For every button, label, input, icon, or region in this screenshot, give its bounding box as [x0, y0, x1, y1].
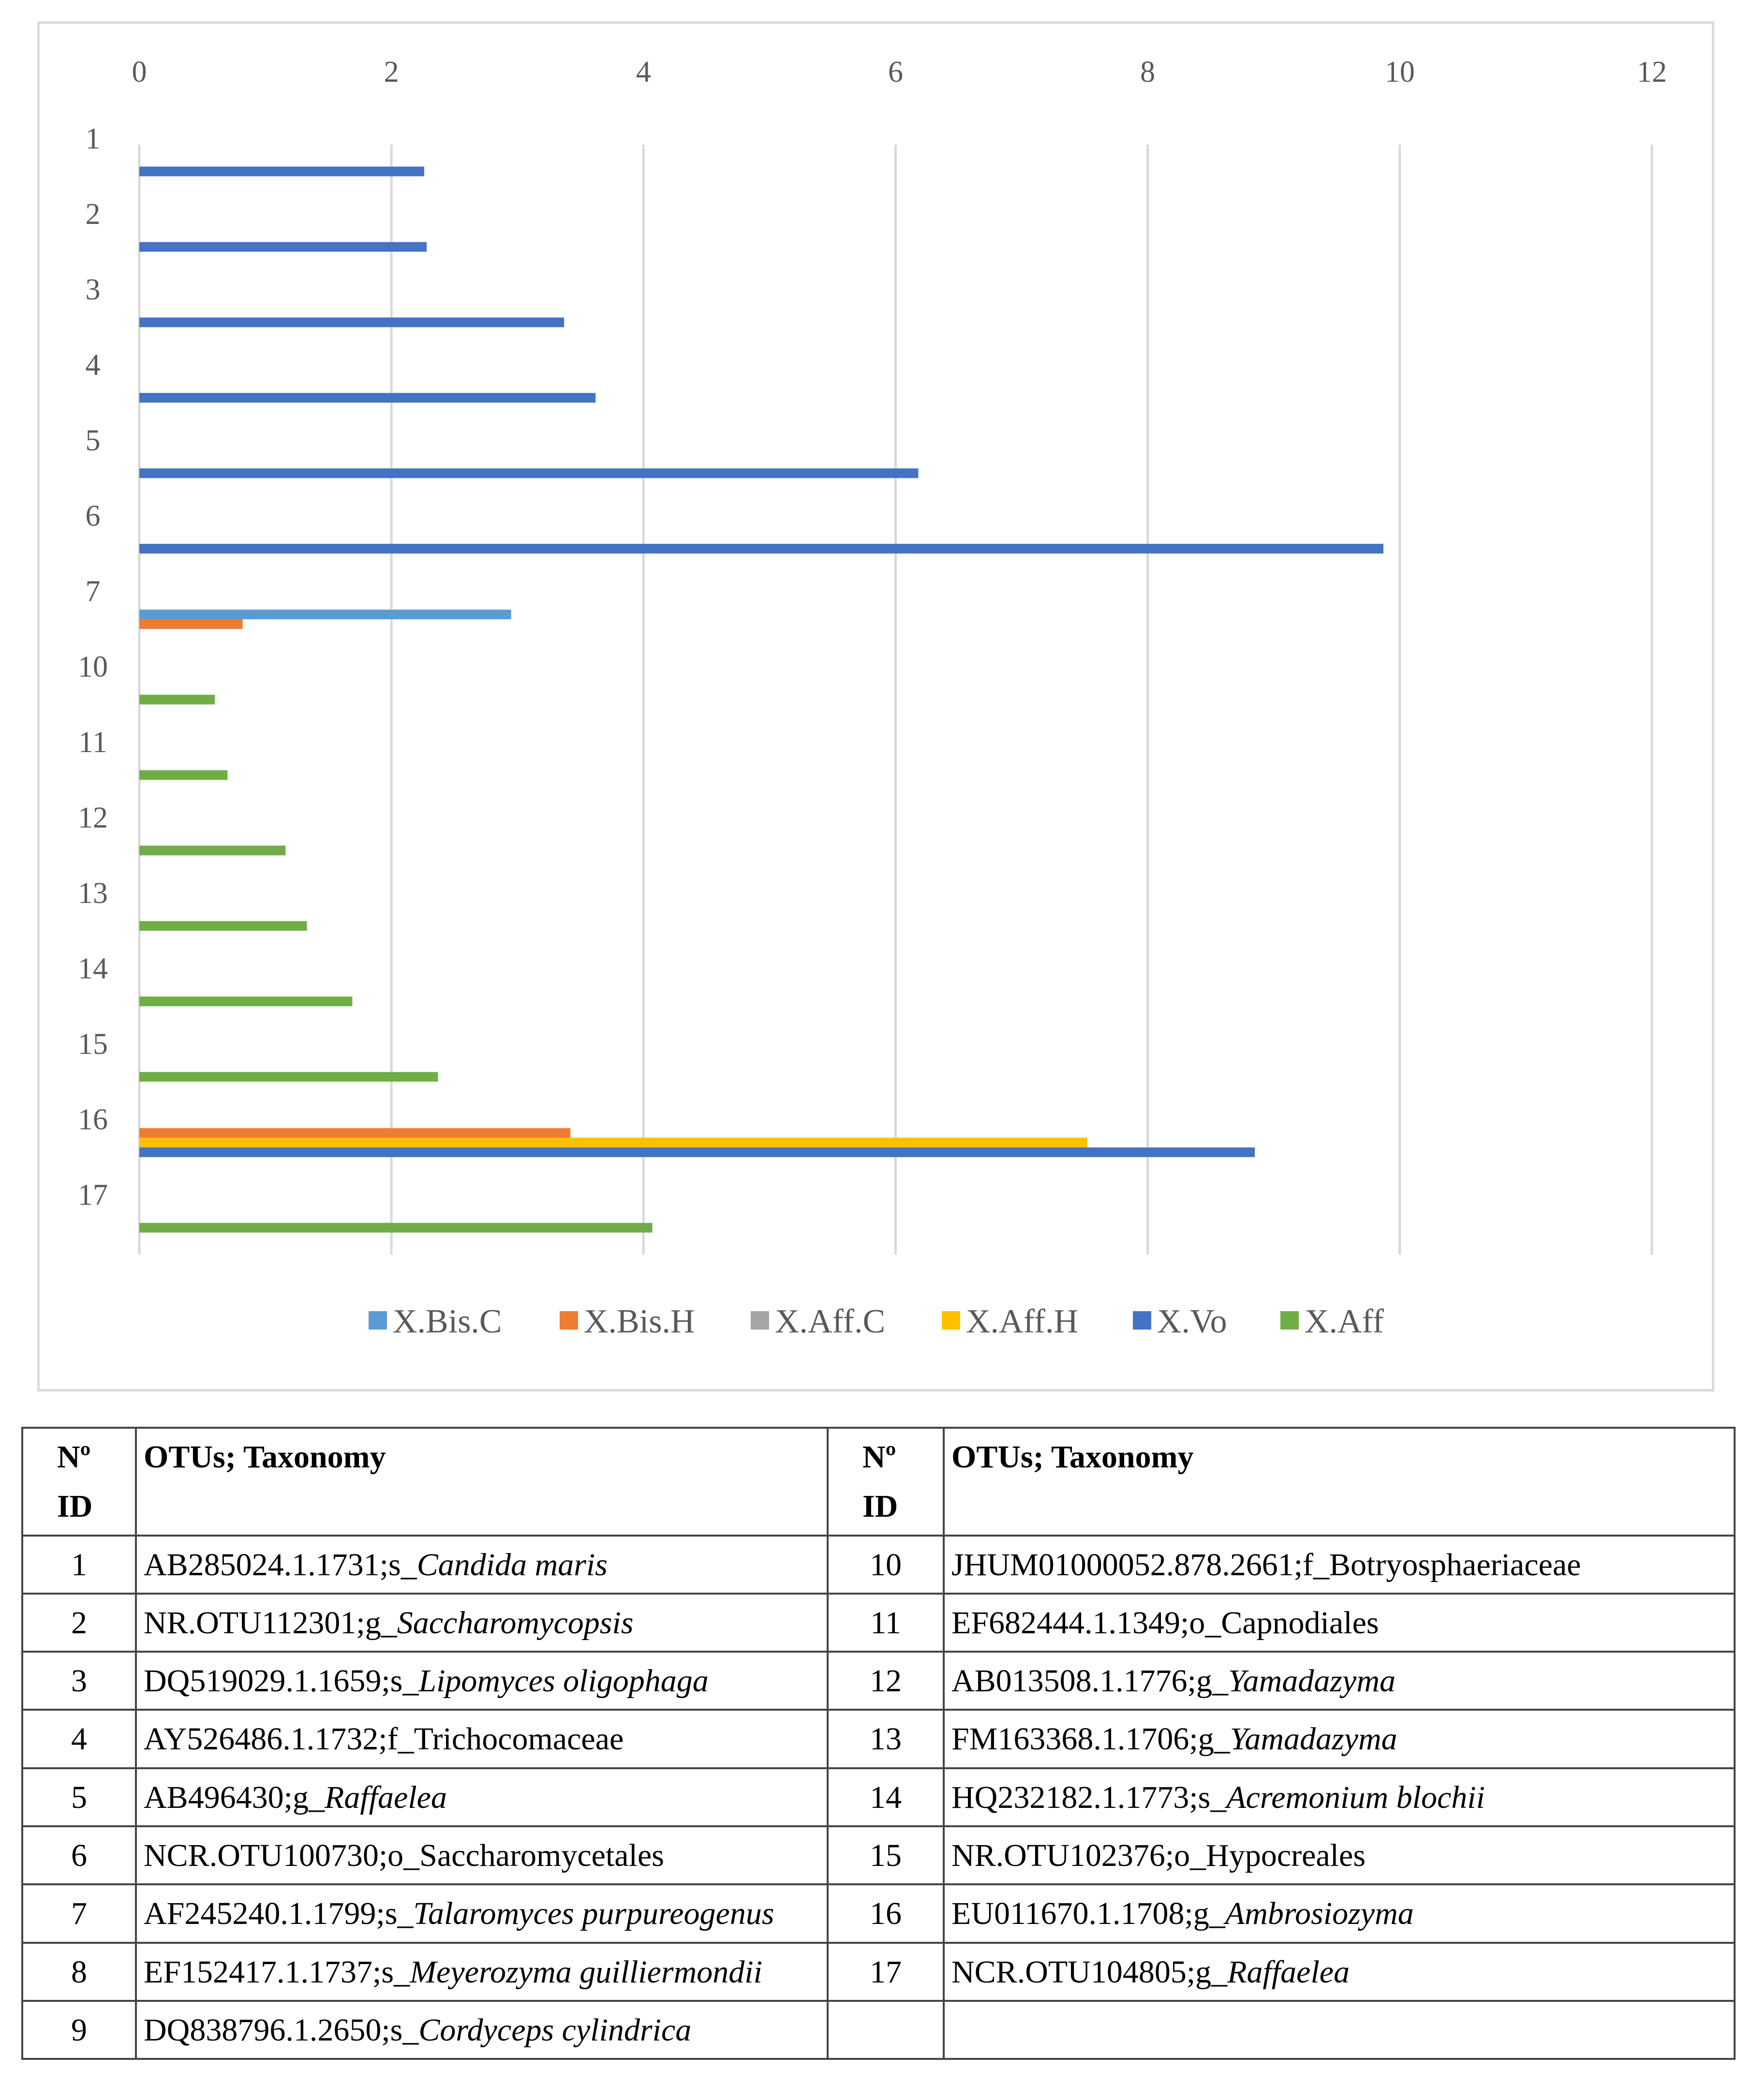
row-taxonomy-left — [136, 1594, 828, 1652]
bar-x-aff-14 — [139, 996, 352, 1006]
table-row — [22, 1768, 1735, 1826]
table-row — [22, 2001, 1735, 2059]
row-id-left: 9 — [22, 2001, 136, 2059]
row-id-right: 12 — [828, 1652, 944, 1710]
otu-accession: FM163368.1.1706;g_ — [951, 1721, 1230, 1757]
bar-x-vo-5 — [139, 468, 918, 478]
table-row — [22, 1943, 1735, 2001]
taxon-name: Talaromyces purpureogenus — [413, 1896, 774, 1932]
bar-x-bis-h-16 — [139, 1128, 570, 1138]
otu-accession: AB013508.1.1776;g_ — [951, 1663, 1229, 1699]
legend-entry: X.Bis.C — [393, 1303, 502, 1340]
otu-taxonomy-table — [21, 1427, 1736, 2060]
otu-accession: AF245240.1.1799;s_ — [144, 1896, 414, 1932]
row-taxonomy-right — [944, 1594, 1735, 1652]
row-id-left: 5 — [22, 1768, 136, 1826]
row-id-right: 16 — [828, 1884, 944, 1942]
x-tick-label: 10 — [1384, 56, 1415, 89]
row-id-right: 17 — [828, 1943, 944, 2001]
x-tick-label: 4 — [636, 56, 651, 89]
legend-swatch — [942, 1311, 960, 1330]
taxon-name: Lipomyces oligophaga — [418, 1663, 709, 1699]
taxon-name: Raffaelea — [325, 1779, 447, 1815]
bar-x-aff-11 — [139, 770, 227, 780]
bar-x-vo-16 — [139, 1147, 1255, 1157]
row-taxonomy-left — [136, 1710, 828, 1768]
legend-swatch — [369, 1311, 387, 1330]
row-id-left: 8 — [22, 1943, 136, 2001]
table-row — [22, 1652, 1735, 1710]
bar-x-bis-c-7 — [139, 609, 511, 619]
otu-accession: NCR.OTU104805;g_ — [951, 1954, 1228, 1990]
taxon-name: Acremonium blochii — [1226, 1779, 1485, 1815]
bar-x-aff-12 — [139, 845, 285, 855]
row-id-left: 6 — [22, 1826, 136, 1884]
bar-x-aff-15 — [139, 1072, 438, 1081]
taxon-name: Ambrosiozyma — [1225, 1896, 1414, 1932]
bar-x-aff-17 — [139, 1223, 653, 1232]
category-label: 15 — [78, 1028, 108, 1061]
row-taxonomy-left — [136, 2001, 828, 2059]
otu-accession: NCR.OTU100730;o_Saccharomycetales — [144, 1838, 664, 1874]
bar-x-vo-1 — [139, 166, 424, 176]
x-tick-label: 8 — [1140, 56, 1156, 89]
category-label: 10 — [78, 651, 108, 684]
otu-accession: DQ838796.1.2650;s_ — [144, 2012, 419, 2048]
otu-accession: EF152417.1.1737;s_ — [144, 1954, 410, 1990]
bar-x-aff-10 — [139, 695, 215, 704]
row-id-right: 15 — [828, 1826, 944, 1884]
category-label: 2 — [85, 198, 101, 231]
header-id-right: Nº ID — [828, 1428, 944, 1536]
table-header-row — [22, 1428, 1735, 1536]
category-label: 12 — [78, 801, 108, 835]
header-taxonomy-left: OTUs; Taxonomy — [136, 1428, 828, 1536]
row-id-right: 14 — [828, 1768, 944, 1826]
row-id-left: 7 — [22, 1884, 136, 1942]
table-row — [22, 1710, 1735, 1768]
category-label: 3 — [85, 273, 101, 307]
bar-x-vo-4 — [139, 393, 595, 402]
bar-chart — [40, 24, 1712, 1389]
category-label: 13 — [78, 877, 108, 910]
row-id-left: 1 — [22, 1536, 136, 1594]
legend-swatch — [751, 1311, 769, 1330]
x-tick-label: 2 — [384, 56, 399, 89]
category-label: 11 — [78, 726, 107, 759]
taxon-name: Saccharomycopsis — [397, 1605, 634, 1641]
taxon-name: Raffaelea — [1227, 1954, 1350, 1990]
row-id-left: 4 — [22, 1710, 136, 1768]
table-row — [22, 1826, 1735, 1884]
row-id-right: 11 — [828, 1594, 944, 1652]
row-taxonomy-right — [944, 1536, 1735, 1594]
x-tick-label: 0 — [132, 56, 147, 89]
row-id-left: 2 — [22, 1594, 136, 1652]
taxon-name: Yamadazyma — [1230, 1721, 1397, 1757]
taxon-name: Cordyceps cylindrica — [418, 2012, 692, 2048]
bar-x-aff-h-16 — [139, 1138, 1087, 1147]
otu-accession: EF682444.1.1349;o_Capnodiales — [951, 1605, 1379, 1641]
row-taxonomy-right — [944, 1826, 1735, 1884]
category-label: 5 — [85, 424, 101, 458]
category-label: 4 — [85, 349, 101, 382]
category-label: 14 — [78, 952, 108, 986]
table-row — [22, 1536, 1735, 1594]
otu-accession: DQ519029.1.1659;s_ — [144, 1663, 419, 1699]
category-label: 16 — [78, 1103, 108, 1137]
bar-x-vo-6 — [139, 544, 1383, 553]
table-row — [22, 1594, 1735, 1652]
row-taxonomy-left — [136, 1536, 828, 1594]
otu-accession: NR.OTU102376;o_Hypocreales — [951, 1838, 1366, 1874]
category-label: 1 — [85, 122, 101, 156]
row-taxonomy-left — [136, 1652, 828, 1710]
taxon-name: Meyerozyma guilliermondii — [410, 1954, 762, 1990]
category-label: 7 — [85, 575, 101, 608]
row-taxonomy-left — [136, 1826, 828, 1884]
otu-accession: EU011670.1.1708;g_ — [951, 1896, 1225, 1932]
row-id-right — [828, 2001, 944, 2059]
otu-accession: AB496430;g_ — [144, 1779, 325, 1815]
row-taxonomy-right — [944, 1943, 1735, 2001]
otu-accession: AB285024.1.1731;s_ — [144, 1547, 417, 1582]
legend-swatch — [1280, 1311, 1299, 1330]
legend-entry: X.Bis.H — [584, 1303, 695, 1340]
row-taxonomy-left — [136, 1884, 828, 1942]
taxon-name: Candida maris — [416, 1547, 608, 1582]
legend-swatch — [1133, 1311, 1151, 1330]
category-label: 17 — [78, 1179, 108, 1212]
chart-panel — [37, 21, 1714, 1391]
category-label: 6 — [85, 500, 101, 533]
bar-x-bis-h-7 — [139, 619, 243, 629]
legend-entry: X.Aff.C — [775, 1303, 886, 1340]
header-id-left: Nº ID — [22, 1428, 136, 1536]
legend-entry: X.Aff.H — [966, 1303, 1079, 1340]
row-id-right: 13 — [828, 1710, 944, 1768]
x-tick-label: 6 — [888, 56, 903, 89]
row-taxonomy-right — [944, 2001, 1735, 2059]
row-taxonomy-left — [136, 1768, 828, 1826]
legend-swatch — [560, 1311, 578, 1330]
bar-x-vo-2 — [139, 242, 427, 251]
row-taxonomy-right — [944, 1884, 1735, 1942]
legend-entry: X.Aff — [1305, 1303, 1384, 1340]
row-taxonomy-right — [944, 1652, 1735, 1710]
table-row — [22, 1884, 1735, 1942]
row-taxonomy-right — [944, 1768, 1735, 1826]
taxon-name: Yamadazyma — [1228, 1663, 1396, 1699]
otu-accession: JHUM01000052.878.2661;f_Botryosphaeriaceae — [951, 1547, 1581, 1582]
otu-accession: NR.OTU112301;g_ — [144, 1605, 397, 1641]
legend-entry: X.Vo — [1157, 1303, 1227, 1340]
bar-x-aff-13 — [139, 921, 307, 931]
x-tick-label: 12 — [1637, 56, 1667, 89]
row-taxonomy-right — [944, 1710, 1735, 1768]
row-id-right: 10 — [828, 1536, 944, 1594]
row-id-left: 3 — [22, 1652, 136, 1710]
row-taxonomy-left — [136, 1943, 828, 2001]
bar-x-vo-3 — [139, 317, 564, 327]
header-taxonomy-right: OTUs; Taxonomy — [944, 1428, 1735, 1536]
otu-accession: AY526486.1.1732;f_Trichocomaceae — [144, 1721, 624, 1757]
otu-accession: HQ232182.1.1773;s_ — [951, 1779, 1227, 1815]
